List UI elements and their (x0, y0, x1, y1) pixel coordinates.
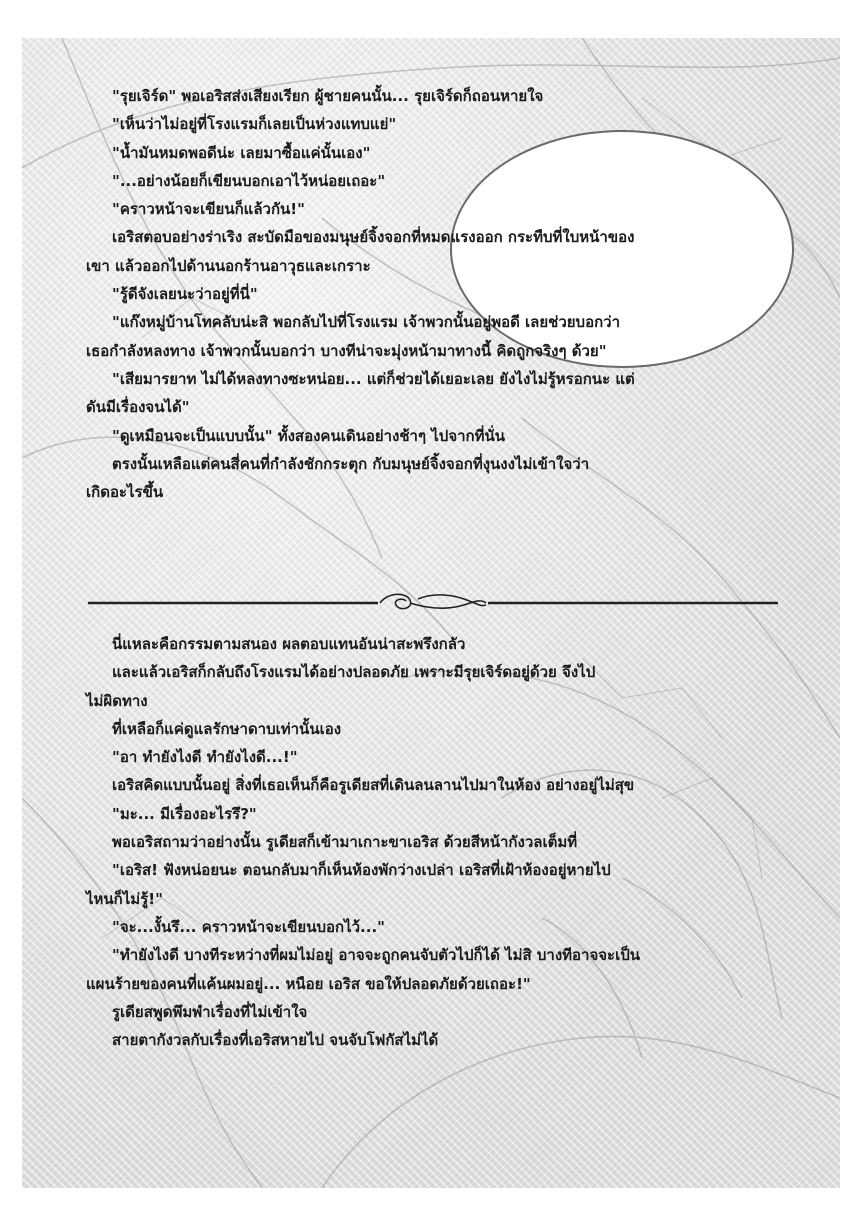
text-line: สายตากังวลกับเรื่องที่เอริสหายไป จนจับโฟกัสไม่ได้ (112, 1031, 439, 1050)
text-line: "ทำยังไงดี บางทีระหว่างที่ผมไม่อยู่ อาจจะถูกคนจับตัวไปก็ได้ ไม่สิ บางทีอาจจะเป็น (112, 946, 640, 965)
text-line: เกิดอะไรขึ้น (86, 483, 164, 502)
text-line: ดันมีเรื่องจนได้" (86, 398, 190, 417)
text-line: ไม่ผิดทาง (86, 691, 148, 710)
text-line: "มะ... มีเรื่องอะไรรึ?" (112, 804, 257, 823)
text-line: เอริสตอบอย่างร่าเริง สะบัดมือของมนุษย์จิ้งจอกที่หมดแรงออก กระทืบที่ใบหน้าของ (112, 228, 635, 247)
text-line: รูเดียสพูดพึมพำเรื่องที่ไม่เข้าใจ (112, 1002, 308, 1021)
text-line: และแล้วเอริสก็กลับถึงโรงแรมได้อย่างปลอดภัย เพราะมีรุยเจิร์ดอยู่ด้วย จึงไป (112, 663, 596, 682)
text-line: "รุยเจิร์ด" พอเอริสส่งเสียงเรียก ผู้ชายคนนั้น... รุยเจิร์ดก็ถอนหายใจ (112, 87, 544, 105)
text-section-2 (86, 630, 804, 1054)
text-line: เขา แล้วออกไปด้านนอกร้านอาวุธและเกราะ (86, 256, 371, 275)
text-line: "จะ...งั้นรึ... คราวหน้าจะเขียนบอกไว้..." (112, 917, 385, 936)
text-line: ตรงนั้นเหลือแต่คนสี่คนที่กำลังชักกระตุก กับมนุษย์จิ้งจอกที่งุนงงไม่เข้าใจว่า (112, 454, 590, 473)
text-line: "เอริส! ฟังหน่อยนะ ตอนกลับมาก็เห็นห้องพักว่างเปล่า เอริสที่เฝ้าห้องอยู่หายไป (112, 861, 611, 880)
book-page (22, 38, 840, 1188)
text-line: ไหนก็ไม่รู้!" (86, 889, 163, 908)
text-line: "เสียมารยาท ไม่ได้หลงทางซะหน่อย... แต่ก็ช่วยได้เยอะเลย ยังไงไม่รู้หรอกนะ แต่ (112, 369, 635, 388)
text-line: "น้ำมันหมดพอดีน่ะ เลยมาซื้อแค่นั้นเอง" (112, 143, 371, 162)
text-line: "เห็นว่าไม่อยู่ที่โรงแรมก็เลยเป็นห่วงแทบแย่" (112, 115, 397, 134)
text-line: "ดูเหมือนจะเป็นแบบนั้น" ทั้งสองคนเดินอย่างช้าๆ ไปจากที่นั่น (112, 426, 506, 445)
text-line: เอริสคิดแบบนั้นอยู่ สิ่งที่เธอเห็นก็คือรูเดียสที่เดินลนลานไปมาในห้อง อย่างอยู่ไม่สุข (112, 776, 635, 795)
text-line: พอเอริสถามว่าอย่างนั้น รูเดียสก็เข้ามาเกาะขาเอริส ด้วยสีหน้ากังวลเต็มที่ (112, 833, 578, 852)
text-line: เธอกำลังหลงทาง เจ้าพวกนั้นบอกว่า บางทีน่าจะมุ่งหน้ามาทางนี้ คิดถูกจริงๆ ด้วย" (86, 341, 607, 360)
text-line: "คราวหน้าจะเขียนก็แล้วกัน!" (112, 200, 305, 219)
text-line: "รู้ดีจังเลยนะว่าอยู่ที่นี่" (112, 285, 258, 304)
text-line: นี่แหละคือกรรมตามสนอง ผลตอบแทนอันน่าสะพรึงกลัว (112, 635, 466, 653)
section-divider-ornament (88, 588, 778, 618)
text-line: แผนร้ายของคนที่แค้นผมอยู่... หนือย เอริส ขอให้ปลอดภัยด้วยเถอะ!" (86, 974, 531, 993)
text-line: "...อย่างน้อยก็เขียนบอกเอาไว้หน่อยเถอะ" (112, 171, 386, 190)
text-line: ที่เหลือก็แค่ดูแลรักษาดาบเท่านั้นเอง (112, 719, 342, 738)
text-section-1 (86, 82, 804, 506)
text-line: "แก๊งหมู่บ้านโทคลับน่ะสิ พอกลับไปที่โรงแรม เจ้าพวกนั้นอยู่พอดี เลยช่วยบอกว่า (112, 313, 621, 332)
text-line: "อา ทำยังไงดี ทำยังไงดี...!" (112, 748, 298, 767)
